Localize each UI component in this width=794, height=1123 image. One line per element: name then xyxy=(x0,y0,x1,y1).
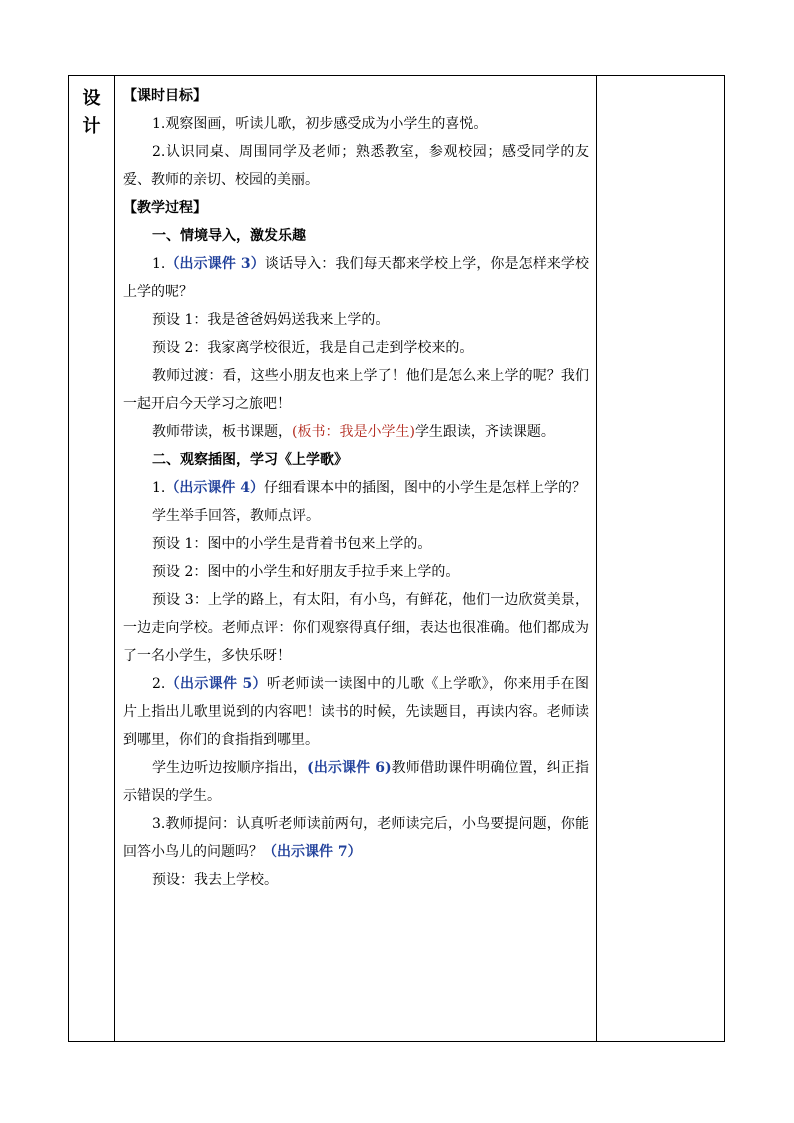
step-number: 1. xyxy=(152,480,166,496)
paragraph xyxy=(123,250,589,306)
goal-item: 1.观察图画，听读儿歌，初步感受成为小学生的喜悦。 xyxy=(152,116,488,132)
paragraph-text: 教师借助课件明确位置，纠正指示错误的学生。 xyxy=(123,760,589,804)
preset-answer: 预设 3：上学的路上，有太阳，有小鸟，有鲜花，他们一边欣赏美景，一边走向学校。老师点评：你们观察得真仔细，表达也很准确。他们都成为了一名小学生，多快乐呀！ xyxy=(123,592,589,664)
paragraph-text: 谈话导入：我们每天都来学校上学，你是怎样来学校上学的呢？ xyxy=(123,256,589,300)
paragraph: 学生举手回答，教师点评。 xyxy=(152,508,320,524)
paragraph xyxy=(123,670,589,754)
board-tag: (板书：我是小学生) xyxy=(292,424,415,440)
preset-answer: 预设 2：我家离学校很近，我是自己走到学校来的。 xyxy=(152,340,474,356)
part-heading: 二、观察插图，学习《上学歌》 xyxy=(152,452,348,468)
column-divider xyxy=(114,76,115,1041)
side-label-char: 计 xyxy=(82,116,101,137)
preset-answer: 预设 1：我是爸爸妈妈送我来上学的。 xyxy=(152,312,390,328)
courseware-tag: （出示课件 3） xyxy=(165,256,265,272)
paragraph xyxy=(123,474,589,502)
paragraph-text: 学生边听边按顺序指出， xyxy=(152,760,308,776)
courseware-tag: (出示课件 6) xyxy=(307,760,392,776)
preset-answer: 预设 1：图中的小学生是背着书包来上学的。 xyxy=(152,536,432,552)
paragraph xyxy=(123,418,589,446)
side-label-char: 设 xyxy=(82,88,101,109)
step-number: 2. xyxy=(152,676,166,692)
paragraph-text: 学生跟读，齐读课题。 xyxy=(414,424,555,440)
lesson-content xyxy=(123,82,589,894)
preset-answer: 预设：我去上学校。 xyxy=(152,872,278,888)
step-number: 1. xyxy=(152,256,166,272)
paragraph-text: 教师带读，板书课题， xyxy=(152,424,292,440)
paragraph-text: 听老师读一读图中的儿歌《上学歌》，你来用手在图片上指出儿歌里说到的内容吧！读书的时候，先读题目，再读内容。老师读到哪里，你们的食指指到哪里。 xyxy=(123,676,589,748)
paragraph-text: 仔细看课本中的插图，图中的小学生是怎样上学的？ xyxy=(263,480,586,496)
courseware-tag: （出示课件 7） xyxy=(263,844,362,860)
lesson-table xyxy=(68,75,725,1042)
preset-answer: 预设 2：图中的小学生和好朋友手拉手来上学的。 xyxy=(152,564,460,580)
goal-heading: 【课时目标】 xyxy=(123,88,207,104)
courseware-tag: （出示课件 4） xyxy=(165,480,264,496)
process-heading: 【教学过程】 xyxy=(123,200,207,216)
part-heading: 一、情境导入，激发乐趣 xyxy=(152,228,306,244)
column-divider xyxy=(596,76,597,1041)
paragraph-text: 3.教师提问：认真听老师读前两句，老师读完后，小鸟要提问题，你能回答小鸟儿的问题吗？ xyxy=(123,816,589,860)
paragraph xyxy=(123,810,589,866)
paragraph: 教师过渡：看，这些小朋友也来上学了！他们是怎么来上学的呢？我们一起开启今天学习之旅吧！ xyxy=(123,368,589,412)
courseware-tag: （出示课件 5） xyxy=(165,676,267,692)
paragraph xyxy=(123,754,589,810)
goal-item: 2.认识同桌、周围同学及老师；熟悉教室，参观校园；感受同学的友爱、教师的亲切、校园的美丽。 xyxy=(123,144,589,188)
